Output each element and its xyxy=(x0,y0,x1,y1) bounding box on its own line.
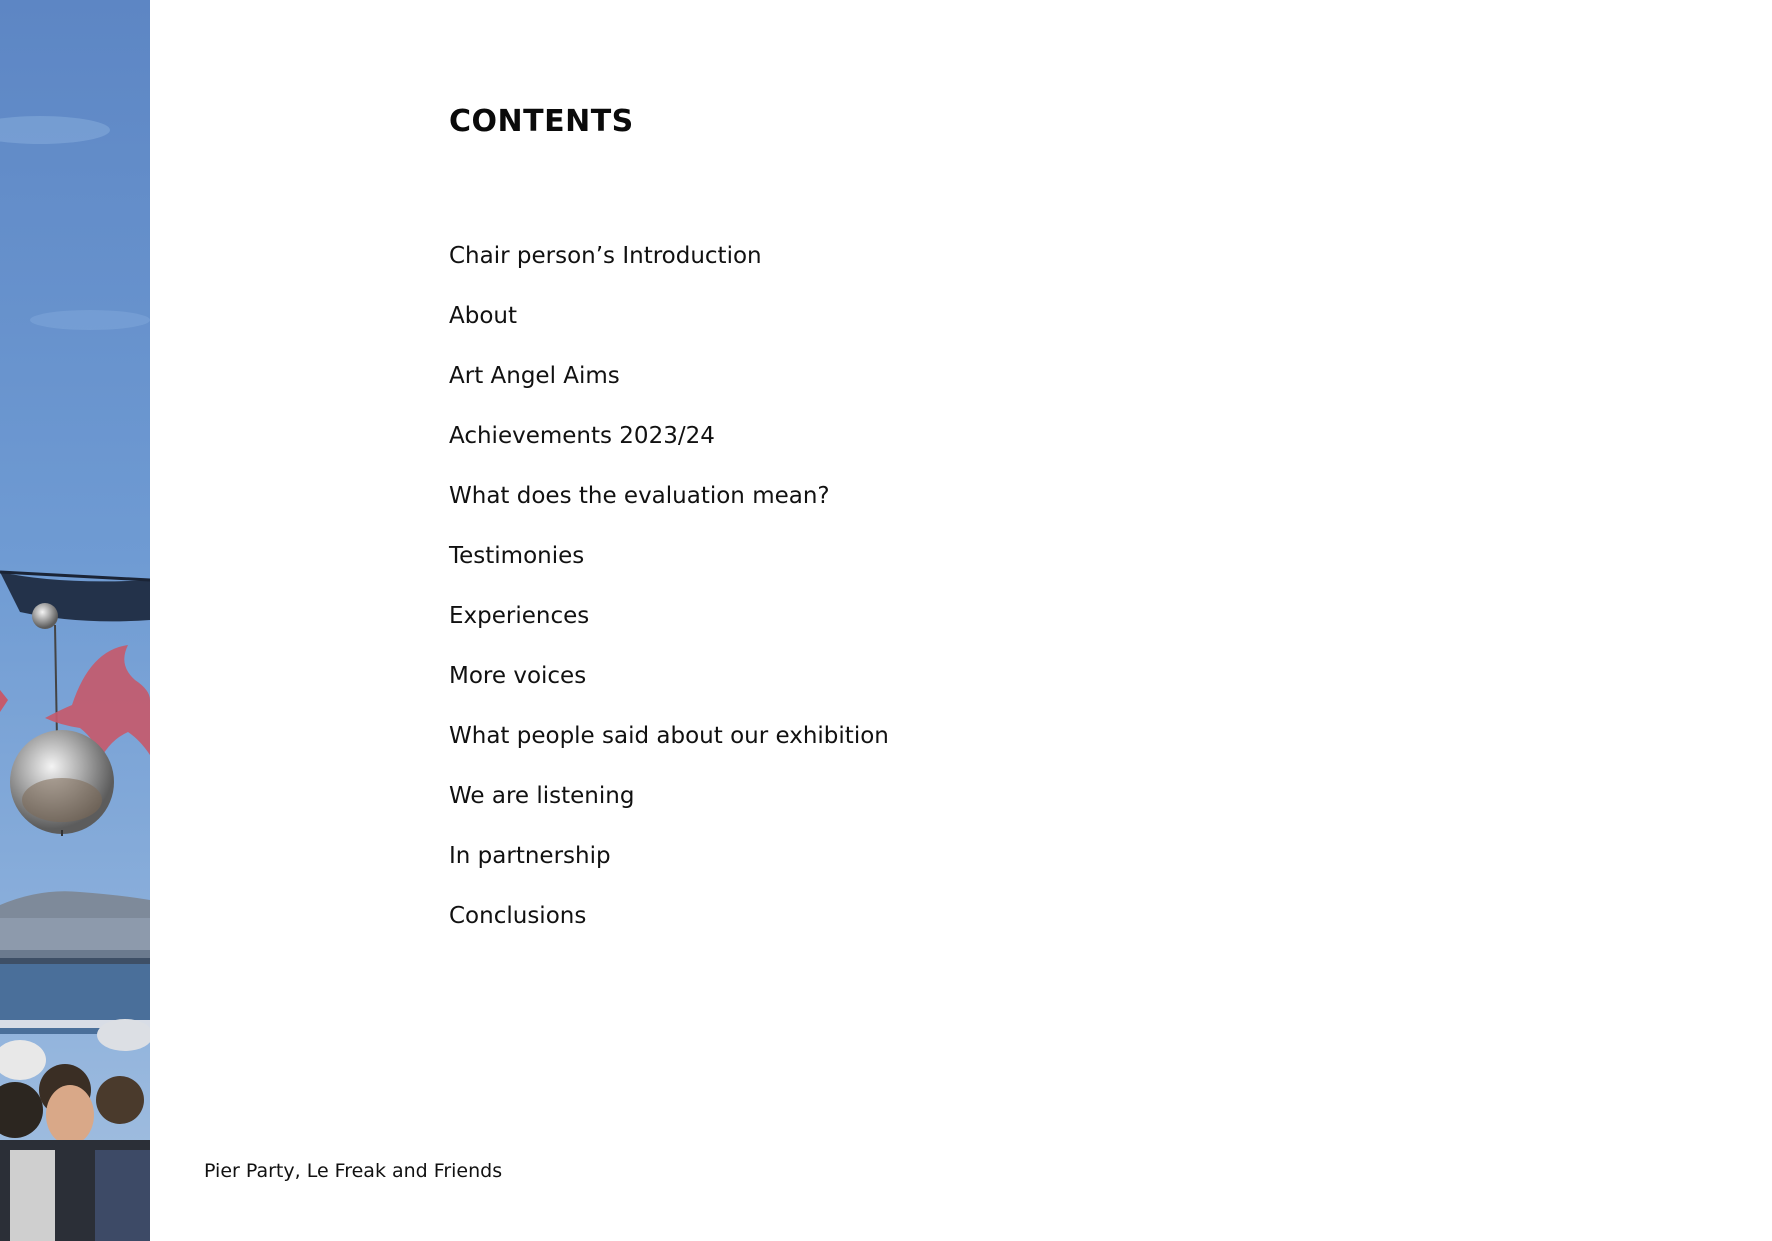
toc-item-partnership[interactable]: In partnership xyxy=(449,843,611,869)
toc-item-testimonies[interactable]: Testimonies xyxy=(449,543,585,569)
toc-item-chair-introduction[interactable]: Chair person’s Introduction xyxy=(449,243,762,269)
pier-party-photo xyxy=(0,0,150,1241)
toc-item-conclusions[interactable]: Conclusions xyxy=(449,903,587,929)
photo-caption: Pier Party, Le Freak and Friends xyxy=(204,1160,503,1182)
toc-item-achievements[interactable]: Achievements 2023/24 xyxy=(449,423,715,449)
toc-item-about[interactable]: About xyxy=(449,303,518,329)
toc-item-evaluation[interactable]: What does the evaluation mean? xyxy=(449,483,830,509)
toc-item-listening[interactable]: We are listening xyxy=(449,783,635,809)
contents-section xyxy=(449,100,1549,929)
contents-heading: CONTENTS xyxy=(449,104,634,139)
cover-photo-strip xyxy=(0,0,150,1241)
toc-item-more-voices[interactable]: More voices xyxy=(449,663,587,689)
toc-item-experiences[interactable]: Experiences xyxy=(449,603,590,629)
toc-item-aims[interactable]: Art Angel Aims xyxy=(449,363,620,389)
toc-item-exhibition-feedback[interactable]: What people said about our exhibition xyxy=(449,723,889,749)
table-of-contents xyxy=(449,226,889,946)
